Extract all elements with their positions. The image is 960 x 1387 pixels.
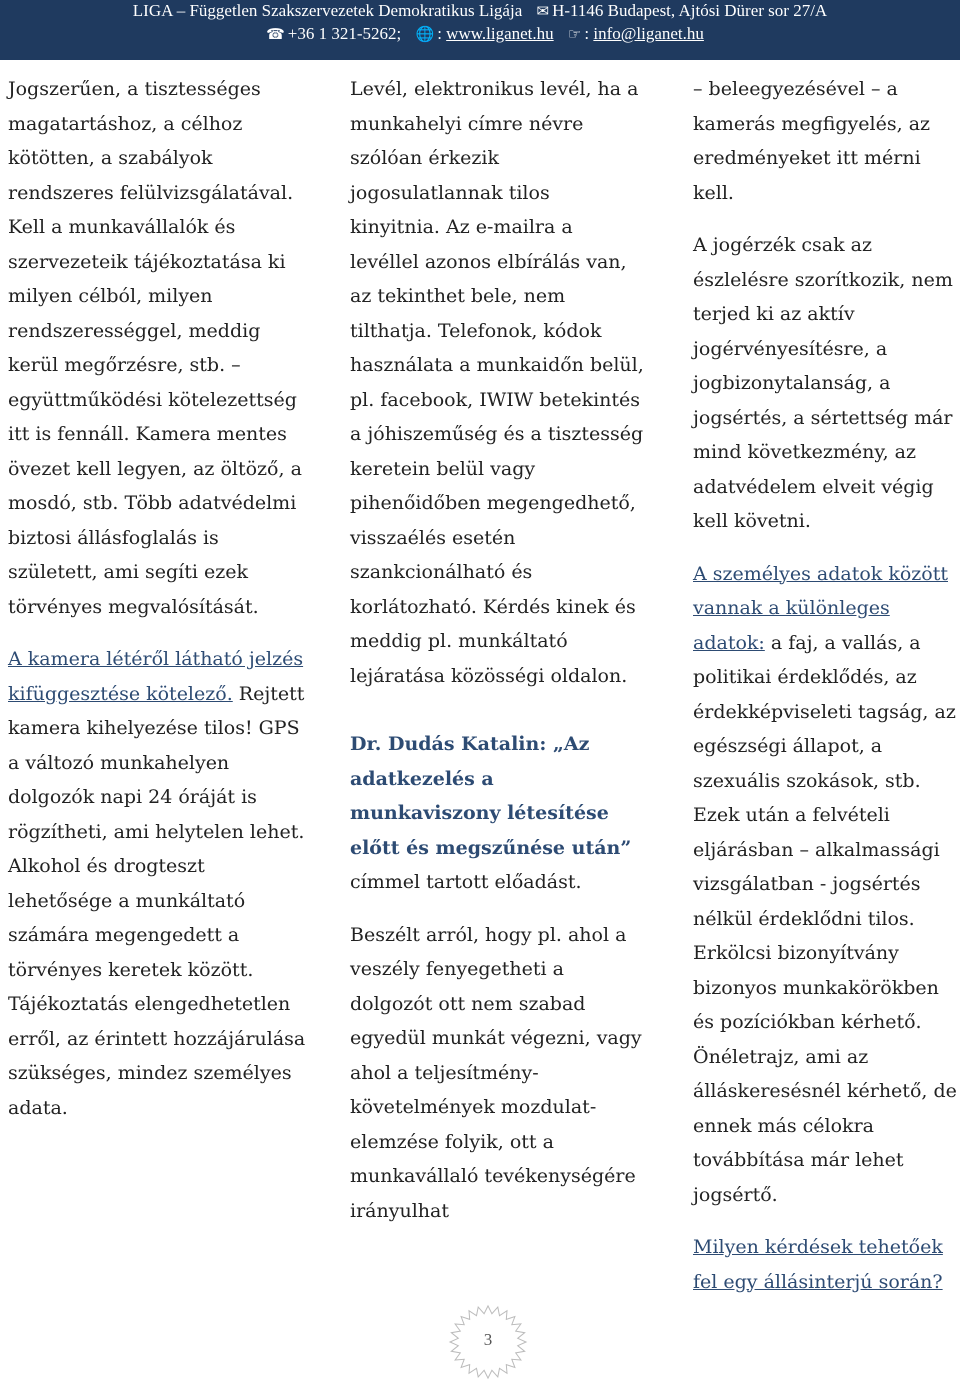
email-separator: : — [584, 24, 590, 43]
special-data-link[interactable]: A személyes adatok között vannak a különleges adatok: — [693, 562, 948, 654]
page-number-seal — [440, 1302, 536, 1382]
envelope-icon: ✉ — [536, 4, 550, 20]
organization-address: H-1146 Budapest, Ajtósi Dürer sor 27/A — [552, 1, 828, 20]
paragraph — [8, 642, 308, 1125]
organization-name: LIGA – Független Szakszervezetek Demokratikus Ligája — [132, 1, 523, 20]
paragraph-text: Rejtett kamera kihelyezése tilos! GPS a változó munkahelyen dolgozók napi 24 óráját is rögzítheti, ami helytelen lehet. Alkohol és drogteszt lehetősége a munkáltató számára megengedett a törvényes keretek között. Tájékoztatás elengedhetetlen erről, az érintett hozzájárulása szükséges, mindez személyes adata. — [8, 682, 306, 1119]
header-line-1 — [0, 1, 960, 22]
camera-notice-link[interactable]: A kamera létéről látható jelzés kifüggesztése kötelező. — [8, 648, 304, 705]
column-middle — [350, 72, 645, 1246]
pointing-hand-icon: ☞ — [567, 27, 582, 43]
paragraph: A jogérzék csak az észlelésre szorítkozik, nem terjed ki az aktív jogérvényesítésre, a jogbizonytalanság, a jogsértés, a sértettség már mind következmény, az adatvédelem elveit végig kell követni. — [693, 234, 953, 532]
paragraph: – beleegyezésével – a kamerás megfigyelés, az eredményeket itt mérni kell. — [693, 78, 931, 204]
paragraph-text: a faj, a vallás, a politikai érdeklődés, az érdekképviseleti tagság, az egészségi állapot, a szexuális szokások, stb. Ezek után a felvételi eljárásban – alkalmassági vizsgálatban - jogsértés nélkül érdeklődni tilos. Erkölcsi bizonyítvány bizonyos munkakörökben és pozíciókban kérhető. Önéletrajz, ami az álláskeresésnél kérhető, de ennek más célokra továbbítása már lehet jogsértő. — [693, 631, 957, 1206]
column-right — [693, 72, 959, 1317]
website-link[interactable]: www.liganet.hu — [446, 24, 554, 43]
column-left — [8, 72, 308, 1143]
web-separator: : — [437, 24, 442, 43]
paragraph — [693, 1230, 959, 1299]
telephone-icon: ☎ — [266, 27, 285, 43]
paragraph: Levél, elektronikus levél, ha a munkahelyi címre névre szólóan érkezik jogosulatlannak tilos kinyitnia. Az e-mailra a levéllel azonos elbírálás van, az tekinthet bele, nem tilthatja. Telefonok, kódok használata a munkaidőn belül, pl. facebook, IWIW betekintés a jóhiszeműség és a tisztesség keretein belül vagy pihenőidőben megengedhető, visszaélés esetén szankcionálható és korlátozható. Kérdés kinek és meddig pl. munkáltató lejáratása közösségi oldalon. — [350, 78, 644, 687]
page-header — [0, 0, 960, 60]
email-link[interactable]: info@liganet.hu — [593, 24, 704, 43]
paragraph-text: címmel tartott előadást. — [350, 871, 582, 893]
header-line-2 — [0, 24, 960, 45]
globe-icon: 🌐 — [415, 27, 435, 43]
paragraph — [693, 557, 959, 1213]
lecture-title: Dr. Dudás Katalin: „Az adatkezelés a munkaviszony létesítése előtt és megszűnése után” — [350, 733, 632, 859]
paragraph — [350, 727, 645, 900]
page-number: 3 — [483, 1330, 493, 1349]
paragraph: Beszélt arról, hogy pl. ahol a veszély fenyegetheti a dolgozót ott nem szabad egyedül munkát végezni, vagy ahol a teljesítmény-követelmények mozdulat-elemzése folyik, ott a munkavállaló tevékenységére irányulhat — [350, 923, 642, 1222]
paragraph: Jogszerűen, a tisztességes magatartáshoz, a célhoz kötötten, a szabályok rendszeres felülvizsgálatával. Kell a munkavállalók és szervezeteik tájékoztatása ki milyen célból, milyen rendszerességgel, meddig kerül megőrzésre, stb. – együttműködési kötelezettség itt is fennáll. Kamera mentes övezet kell legyen, az öltöző, a mosdó, stb. Több adatvédelmi biztosi állásfoglalás is született, ami segíti ezek törvényes megvalósítását. — [8, 78, 302, 618]
phone-number: +36 1 321-5262; — [287, 24, 402, 43]
interview-questions-link[interactable]: Milyen kérdések tehetőek fel egy állásinterjú során? — [693, 1236, 943, 1293]
